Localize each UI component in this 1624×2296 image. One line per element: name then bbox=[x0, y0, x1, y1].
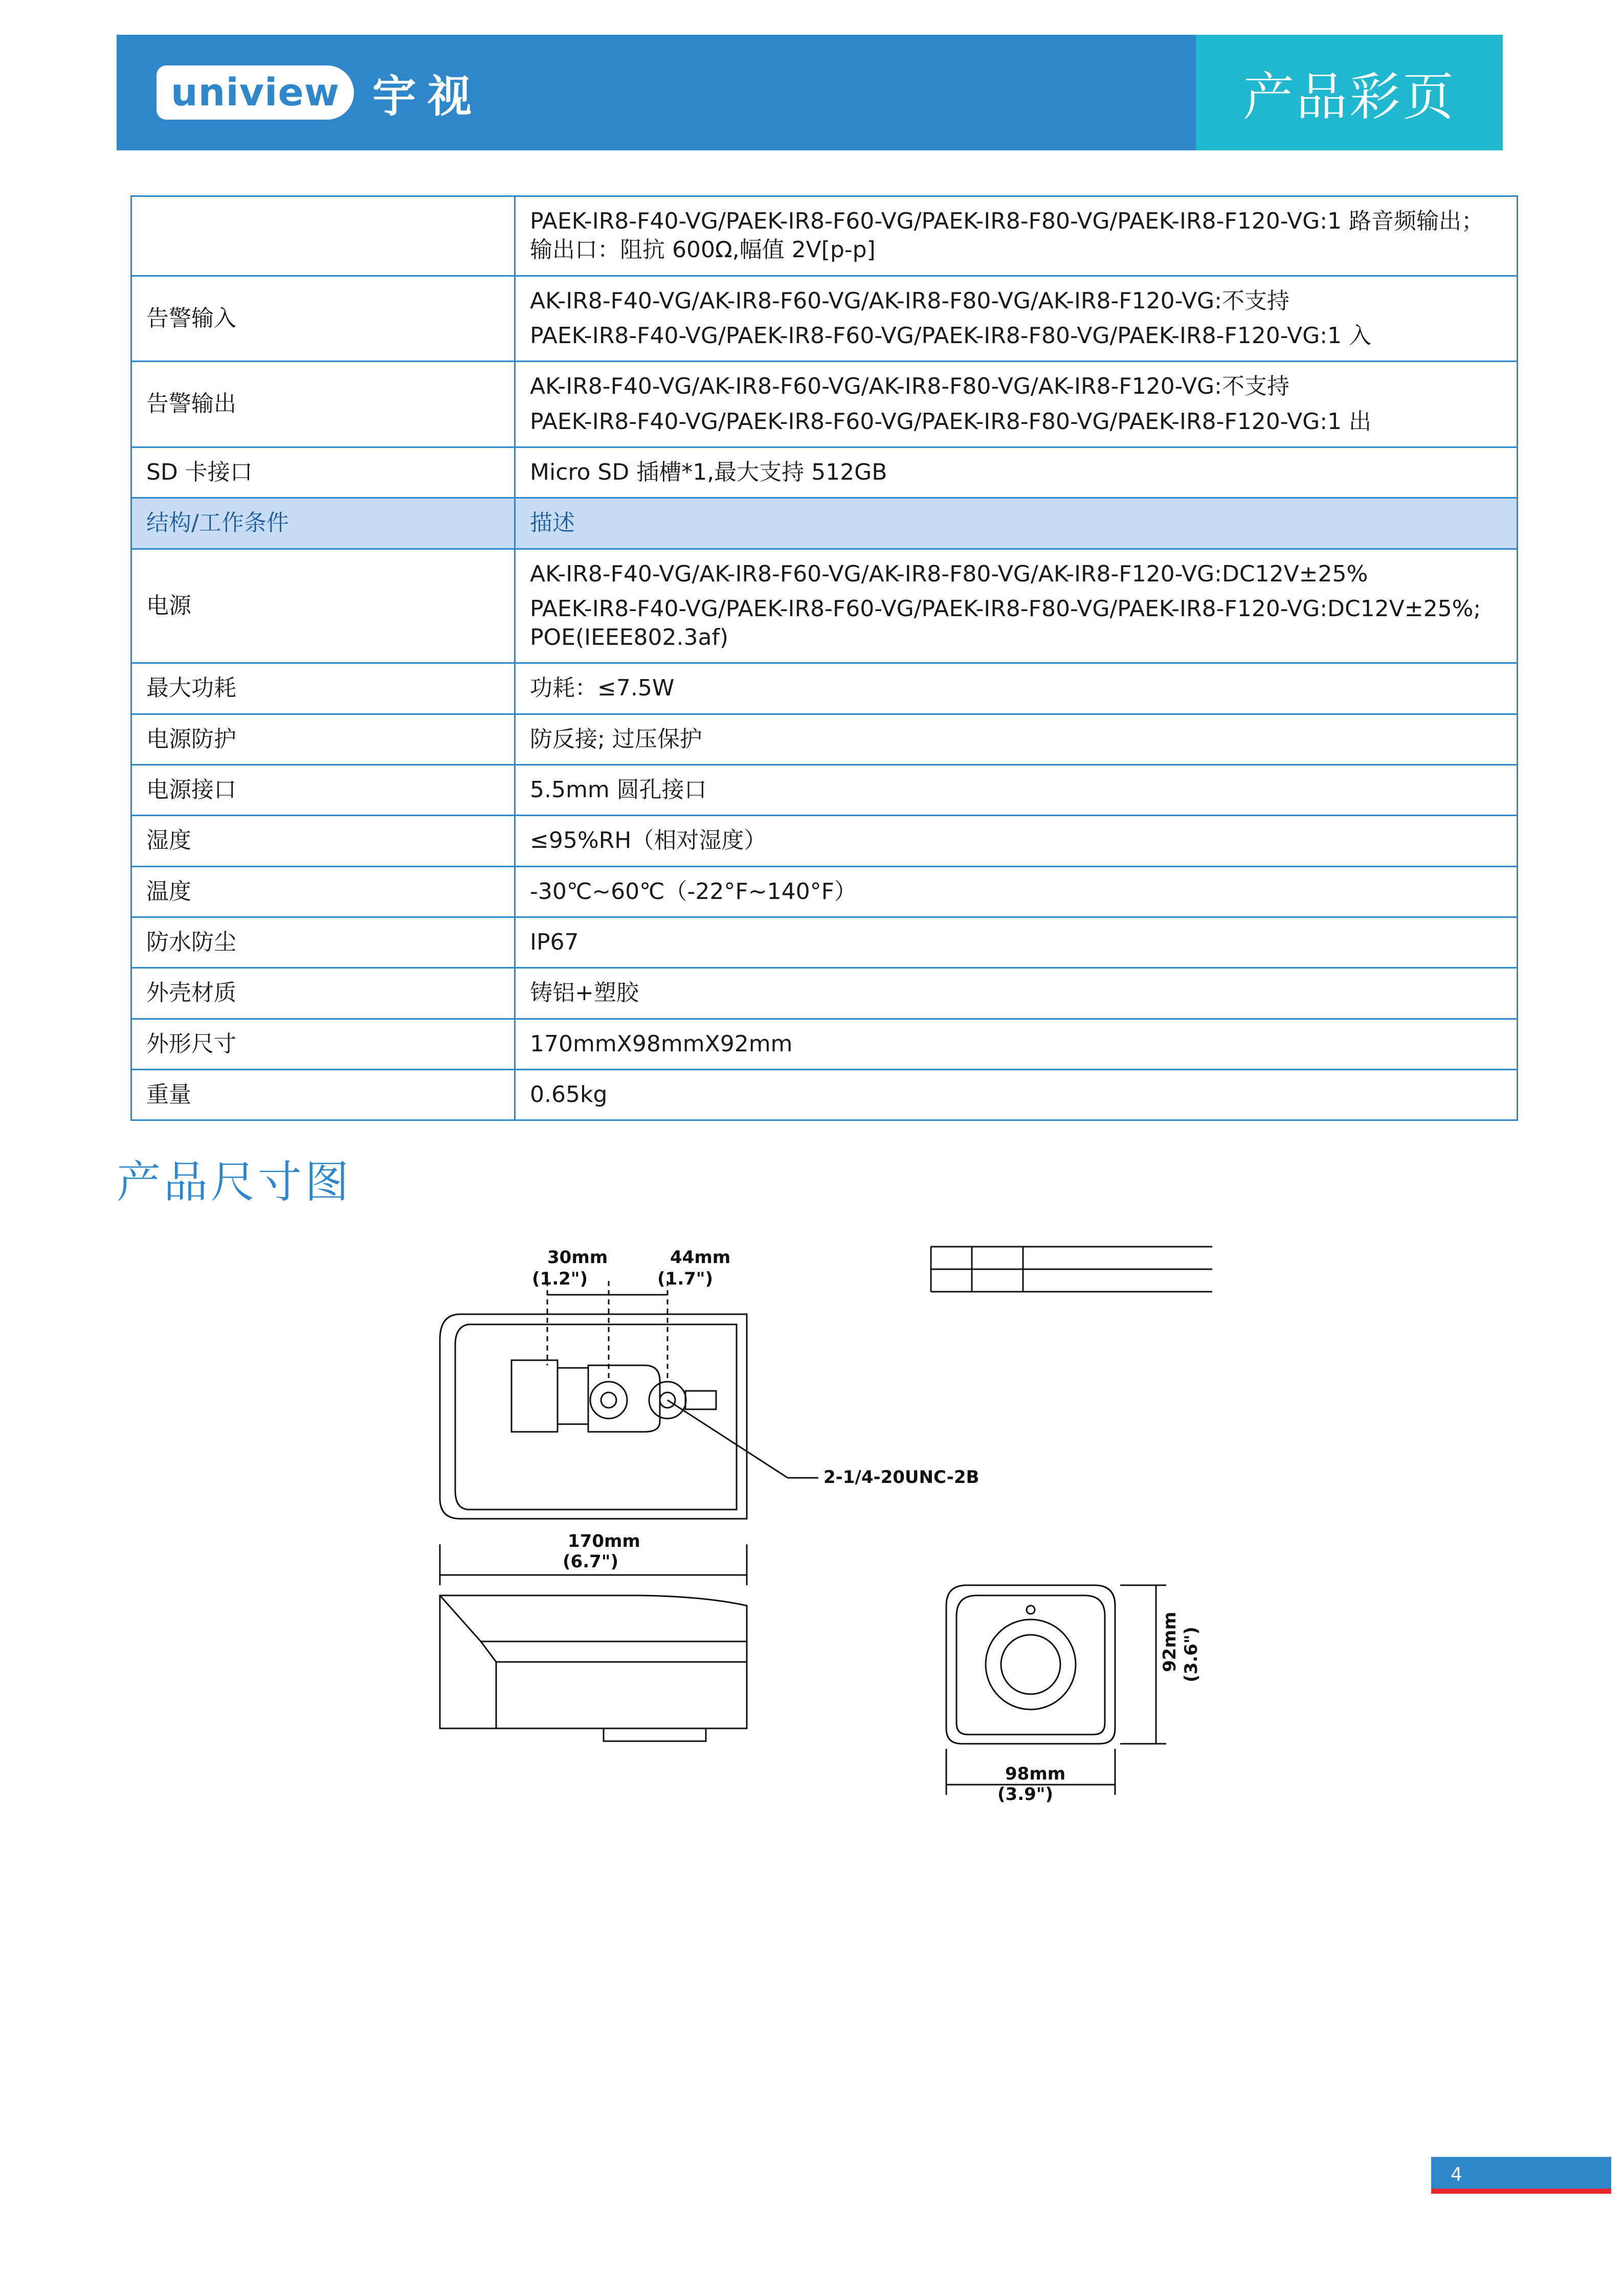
spec-label: 电源防护 bbox=[131, 714, 515, 764]
spec-value bbox=[515, 968, 1518, 1019]
spec-row bbox=[131, 447, 1518, 498]
spec-value bbox=[515, 663, 1518, 714]
dim-length-mm: 170mm bbox=[568, 1531, 640, 1551]
spec-label: 温度 bbox=[131, 866, 515, 917]
spec-value bbox=[515, 866, 1518, 917]
spec-value-line: 铸铝+塑胶 bbox=[530, 980, 639, 1006]
spec-label: 防水防尘 bbox=[131, 917, 515, 968]
spec-value-line: PAEK-IR8-F40-VG/PAEK-IR8-F60-VG/PAEK-IR8-F80-VG/PAEK-IR8-F120-VG:1 入 bbox=[530, 322, 1372, 349]
spec-value bbox=[515, 816, 1518, 866]
spec-value bbox=[515, 549, 1518, 663]
page-title: 产品彩页 bbox=[1243, 67, 1456, 127]
dim-top-right-mm: 44mm bbox=[670, 1247, 731, 1268]
spec-value bbox=[515, 362, 1518, 447]
spec-value bbox=[515, 276, 1518, 362]
spec-value-line: ≤95%RH（相对湿度） bbox=[530, 827, 767, 854]
spec-value-line: AK-IR8-F40-VG/AK-IR8-F60-VG/AK-IR8-F80-VG/AK-IR8-F120-VG:不支持 bbox=[530, 373, 1289, 400]
header-banner bbox=[117, 35, 1503, 150]
side-view-camera bbox=[440, 1544, 747, 1741]
spec-label: 湿度 bbox=[131, 816, 515, 866]
spec-label: 外壳材质 bbox=[131, 968, 515, 1019]
dim-top-left-mm: 30mm bbox=[547, 1247, 608, 1268]
spec-row bbox=[131, 196, 1518, 276]
spec-label: 结构/工作条件 bbox=[131, 498, 515, 549]
spec-row bbox=[131, 1019, 1518, 1069]
spec-value bbox=[515, 765, 1518, 816]
page-number: 4 bbox=[1431, 2157, 1611, 2194]
logo-chinese: 宇视 bbox=[372, 71, 483, 122]
spec-value-line: 描述 bbox=[530, 510, 575, 536]
dim-length-in: (6.7") bbox=[563, 1551, 619, 1572]
spec-value-line: 170mmX98mmX92mm bbox=[530, 1030, 793, 1057]
spec-label: 电源 bbox=[131, 549, 515, 663]
thread-spec: 2-1/4-20UNC-2B bbox=[824, 1467, 980, 1488]
header-title-panel bbox=[1196, 35, 1503, 150]
logo-badge bbox=[157, 65, 354, 120]
spec-value-line: 5.5mm 圆孔接口 bbox=[530, 777, 707, 803]
dimensions-heading: 产品尺寸图 bbox=[117, 1157, 352, 1208]
spec-value bbox=[515, 917, 1518, 968]
spec-row bbox=[131, 714, 1518, 764]
spec-row bbox=[131, 866, 1518, 917]
spec-row bbox=[131, 1069, 1518, 1120]
spec-value-line: Micro SD 插槽*1,最大支持 512GB bbox=[530, 459, 887, 485]
spec-label: 外形尺寸 bbox=[131, 1019, 515, 1069]
dimension-drawing-svg bbox=[419, 1237, 1217, 1820]
spec-value bbox=[515, 498, 1518, 549]
spec-row bbox=[131, 549, 1518, 663]
spec-row bbox=[131, 765, 1518, 816]
spec-row bbox=[131, 968, 1518, 1019]
spec-row bbox=[131, 816, 1518, 866]
top-view-camera bbox=[440, 1281, 818, 1519]
spec-label: 告警输入 bbox=[131, 276, 515, 362]
section-header-row bbox=[131, 498, 1518, 549]
spec-value bbox=[515, 714, 1518, 764]
spec-value-line: 功耗：≤7.5W bbox=[530, 675, 675, 702]
spec-value bbox=[515, 196, 1518, 276]
spec-label: 电源接口 bbox=[131, 765, 515, 816]
spec-value-line: 防反接; 过压保护 bbox=[530, 726, 702, 752]
spec-label: 最大功耗 bbox=[131, 663, 515, 714]
spec-value-line: 0.65kg bbox=[530, 1081, 608, 1108]
drawing-title-block bbox=[931, 1247, 1212, 1292]
spec-value-line: PAEK-IR8-F40-VG/PAEK-IR8-F60-VG/PAEK-IR8-F80-VG/PAEK-IR8-F120-VG:1 出 bbox=[530, 408, 1372, 435]
spec-value-line: PAEK-IR8-F40-VG/PAEK-IR8-F60-VG/PAEK-IR8-F80-VG/PAEK-IR8-F120-VG:DC12V±25%; POE(IEEE802.3af) bbox=[530, 595, 1481, 651]
spec-value-line: AK-IR8-F40-VG/AK-IR8-F60-VG/AK-IR8-F80-VG/AK-IR8-F120-VG:DC12V±25% bbox=[530, 560, 1368, 587]
spec-value bbox=[515, 1069, 1518, 1120]
spec-value bbox=[515, 1019, 1518, 1069]
dim-top-left-in: (1.2") bbox=[532, 1269, 588, 1289]
spec-table bbox=[130, 195, 1518, 1121]
spec-value-line: AK-IR8-F40-VG/AK-IR8-F60-VG/AK-IR8-F80-VG/AK-IR8-F120-VG:不支持 bbox=[530, 287, 1289, 314]
dim-height-in: (3.6") bbox=[1181, 1626, 1202, 1682]
spec-value bbox=[515, 447, 1518, 498]
spec-label: 重量 bbox=[131, 1069, 515, 1120]
dim-width-in: (3.9") bbox=[997, 1784, 1054, 1805]
spec-value-line: PAEK-IR8-F40-VG/PAEK-IR8-F60-VG/PAEK-IR8-F80-VG/PAEK-IR8-F120-VG:1 路音频输出；输出口：阻抗 600Ω,幅值 2V[p-p] bbox=[530, 208, 1484, 263]
dim-top-right-in: (1.7") bbox=[657, 1269, 714, 1289]
spec-label: SD 卡接口 bbox=[131, 447, 515, 498]
dim-height-mm: 92mm bbox=[1160, 1611, 1180, 1672]
spec-value-line: IP67 bbox=[530, 929, 579, 955]
dimension-drawing bbox=[419, 1237, 1217, 1820]
spec-label bbox=[131, 196, 515, 276]
logo-text: uniview bbox=[171, 71, 340, 115]
spec-row bbox=[131, 917, 1518, 968]
spec-value-line: -30℃~60℃（-22°F~140°F） bbox=[530, 878, 857, 905]
dim-width-mm: 98mm bbox=[1005, 1764, 1066, 1784]
spec-row bbox=[131, 663, 1518, 714]
spec-row bbox=[131, 362, 1518, 447]
spec-row bbox=[131, 276, 1518, 362]
spec-label: 告警输出 bbox=[131, 362, 515, 447]
brand-logo bbox=[157, 64, 483, 121]
